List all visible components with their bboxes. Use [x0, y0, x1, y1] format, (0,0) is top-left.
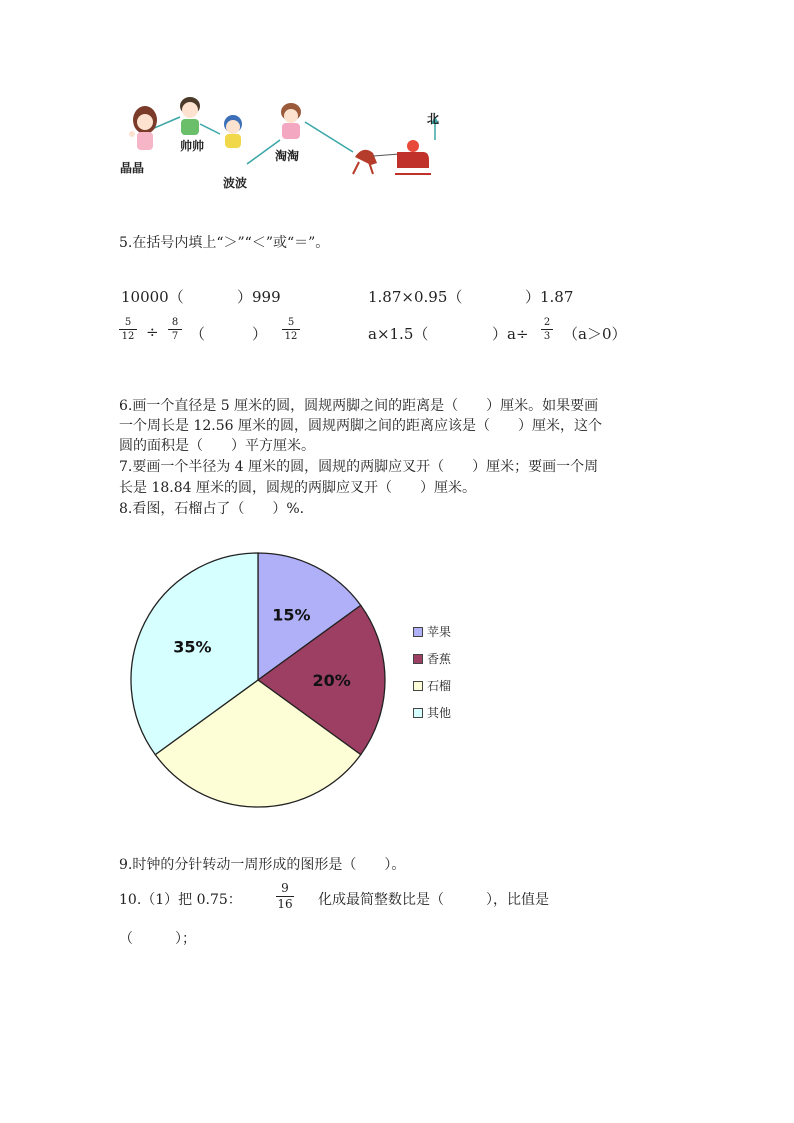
position-figure-drawing: [115, 92, 455, 192]
q5-row2-left-open: （: [190, 325, 206, 343]
pie-slice-label-3: 35%: [173, 637, 212, 657]
jingjing-figure: [129, 106, 157, 150]
legend-item-0: [413, 623, 451, 640]
legend-swatch-2: [413, 681, 423, 691]
q10-line-1b: 化成最简整数比是（ ），比值是: [318, 892, 549, 908]
taotao-figure: [281, 103, 301, 139]
q5-row2-left-close: ）: [252, 325, 268, 343]
q5-row2-right-open: a×1.5（: [368, 325, 429, 343]
q5-fraction-1-den: 12: [121, 331, 135, 342]
q9-text: 9.时钟的分针转动一周形成的图形是（ ）。: [119, 857, 406, 873]
label-jingjing: 晶晶: [120, 161, 145, 175]
legend-label-2: 石榴: [427, 679, 452, 693]
legend-label-1: 香蕉: [427, 652, 452, 666]
q10-fraction-den: 16: [277, 897, 293, 911]
q5-title: 5.在括号内填上“＞”“＜”或“＝”。: [119, 235, 330, 251]
q5-row1-right-close: ）1.87: [525, 288, 574, 306]
q5-fraction-4-num: 2: [543, 317, 551, 328]
q5-fraction-3-num: 5: [287, 317, 295, 328]
shuaishuai-figure: [180, 97, 200, 135]
q5-row1-right-open: 1.87×0.95（: [368, 288, 463, 306]
q5-fraction-2: [168, 317, 182, 342]
legend-item-1: [413, 650, 451, 667]
legend-label-0: 苹果: [427, 625, 452, 639]
q7-line-1: 7.要画一个半径为 4 厘米的圆，圆规的两脚应叉开（ ）厘米；要画一个周: [119, 459, 599, 475]
q5-fraction-3-den: 12: [284, 331, 298, 342]
q5-row1-left-open: 10000（: [121, 288, 184, 306]
q7-line-2: 长是 18.84 厘米的圆，圆规的两脚应叉开（ ）厘米。: [119, 480, 476, 496]
q5-row2-condition: （a＞0）: [563, 325, 627, 343]
legend-item-2: [413, 677, 451, 694]
pie-slice-label-0: 15%: [272, 605, 311, 625]
q10-line-1a: 10.（1）把 0.75：: [119, 892, 242, 908]
legend-label-3: 其他: [427, 706, 452, 720]
legend-swatch-1: [413, 654, 423, 664]
label-shuaishuai: 帅帅: [180, 139, 205, 153]
q5-fraction-2-den: 7: [171, 331, 179, 342]
q10-line-2: （ ）；: [119, 931, 196, 947]
q6-line-1: 6.画一个直径是 5 厘米的圆，圆规两脚之间的距离是（ ）厘米。如果要画: [119, 398, 599, 414]
bobo-figure: [224, 115, 242, 148]
q10-fraction-num: 9: [281, 881, 289, 895]
q5-row1-left-close: ）999: [237, 288, 281, 306]
q6-line-2: 一个周长是 12.56 厘米的圆，圆规两脚之间的距离应该是（ ）厘米，这个: [119, 418, 602, 434]
q5-fraction-1: [119, 317, 137, 342]
legend-item-3: [413, 704, 451, 721]
q5-fraction-3: [282, 317, 300, 342]
position-figure: [115, 92, 455, 192]
label-bobo: 波波: [223, 176, 248, 190]
q5-fraction-4: [541, 317, 553, 342]
label-north: 北: [427, 112, 440, 126]
pie-chart: [120, 545, 480, 815]
legend-swatch-0: [413, 627, 423, 637]
pie-slice-label-1: 20%: [312, 671, 351, 690]
q5-fraction-2-num: 8: [171, 317, 179, 328]
q8-title: 8.看图，石榴占了（ ）%.: [119, 501, 305, 517]
q6-line-3: 圆的面积是（ ）平方厘米。: [119, 438, 315, 454]
legend-swatch-3: [413, 708, 423, 718]
label-taotao: 淘淘: [275, 149, 300, 163]
q5-fraction-4-den: 3: [543, 331, 551, 342]
q5-divide-sign: ÷: [146, 323, 159, 341]
q5-row2-right-close: ）a÷: [492, 325, 529, 343]
q5-fraction-1-num: 5: [124, 317, 132, 328]
q10-fraction: [276, 882, 294, 911]
sleigh-figure: [353, 140, 431, 174]
